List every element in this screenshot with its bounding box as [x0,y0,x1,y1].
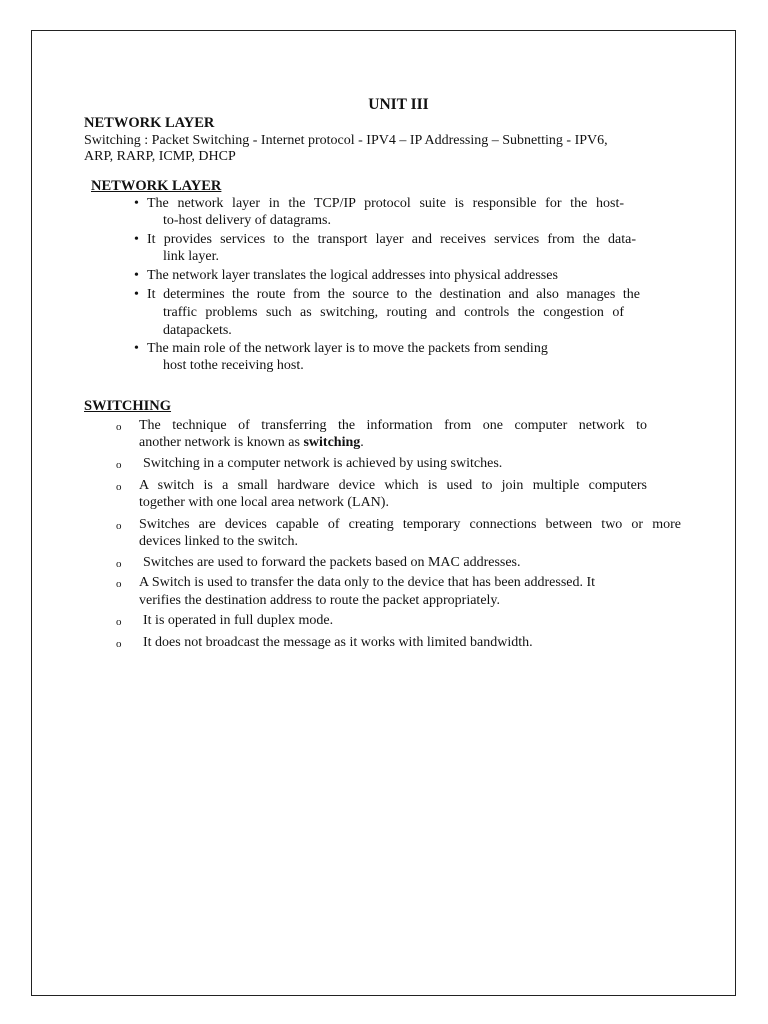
list-item-line: datapackets. [163,323,232,338]
list-item-line: Switches are devices capable of creating temporary connections between two or more [139,517,681,532]
page-border [31,30,736,996]
list-item-line: to-host delivery of datagrams. [163,213,331,228]
bullet-icon: • [134,341,139,356]
bullet-icon: • [134,196,139,211]
network-layer-heading: NETWORK LAYER [91,178,222,194]
list-item-line: together with one local area network (LAN). [139,495,389,510]
list-item-line: The network layer translates the logical addresses into physical addresses [147,268,558,283]
list-item-line: devices linked to the switch. [139,534,299,549]
list-item-line: traffic problems such as switching, routing and controls the congestion of [163,305,624,320]
list-item-line: host tothe receiving host. [163,358,304,373]
circle-bullet-icon: o [116,578,122,590]
circle-bullet-icon: o [116,616,122,628]
line-text: . [360,435,364,450]
circle-bullet-icon: o [116,459,122,471]
header-heading: NETWORK LAYER [84,115,215,131]
bullet-icon: • [134,268,139,283]
list-item-line: It determines the route from the source to the destination and also manages the [147,287,640,302]
list-item-line: Switches are used to forward the packets based on MAC addresses. [143,555,521,570]
line-text: another network is known as [139,435,304,450]
bullet-icon: • [134,232,139,247]
list-item-line [139,434,364,452]
circle-bullet-icon: o [116,421,122,433]
topics-line: Switching : Packet Switching - Internet protocol - IPV4 – IP Addressing – Subnetting - IPV6, [84,133,608,148]
list-item-line: A switch is a small hardware device which is used to join multiple computers [139,478,647,493]
unit-title: UNIT III [368,96,429,113]
list-item-line: The technique of transferring the information from one computer network to [139,418,647,433]
list-item-line: verifies the destination address to route the packet appropriately. [139,593,501,608]
list-item-line: The network layer in the TCP/IP protocol suite is responsible for the host- [147,196,624,211]
list-item-line: A Switch is used to transfer the data only to the device that has been addressed. It [139,575,596,590]
circle-bullet-icon: o [116,481,122,493]
bold-term: switching [303,435,361,450]
list-item-line: Switching in a computer network is achieved by using switches. [143,456,503,471]
circle-bullet-icon: o [116,558,122,570]
topics-line: ARP, RARP, ICMP, DHCP [84,149,236,164]
circle-bullet-icon: o [116,520,122,532]
circle-bullet-icon: o [116,638,122,650]
list-item-line: link layer. [163,249,219,264]
bullet-icon: • [134,287,139,302]
list-item-line: It does not broadcast the message as it works with limited bandwidth. [143,635,533,650]
list-item-line: It is operated in full duplex mode. [143,613,334,628]
list-item-line: It provides services to the transport layer and receives services from the data- [147,232,636,247]
switching-heading: SWITCHING [84,398,172,414]
list-item-line: The main role of the network layer is to move the packets from sending [147,341,548,356]
